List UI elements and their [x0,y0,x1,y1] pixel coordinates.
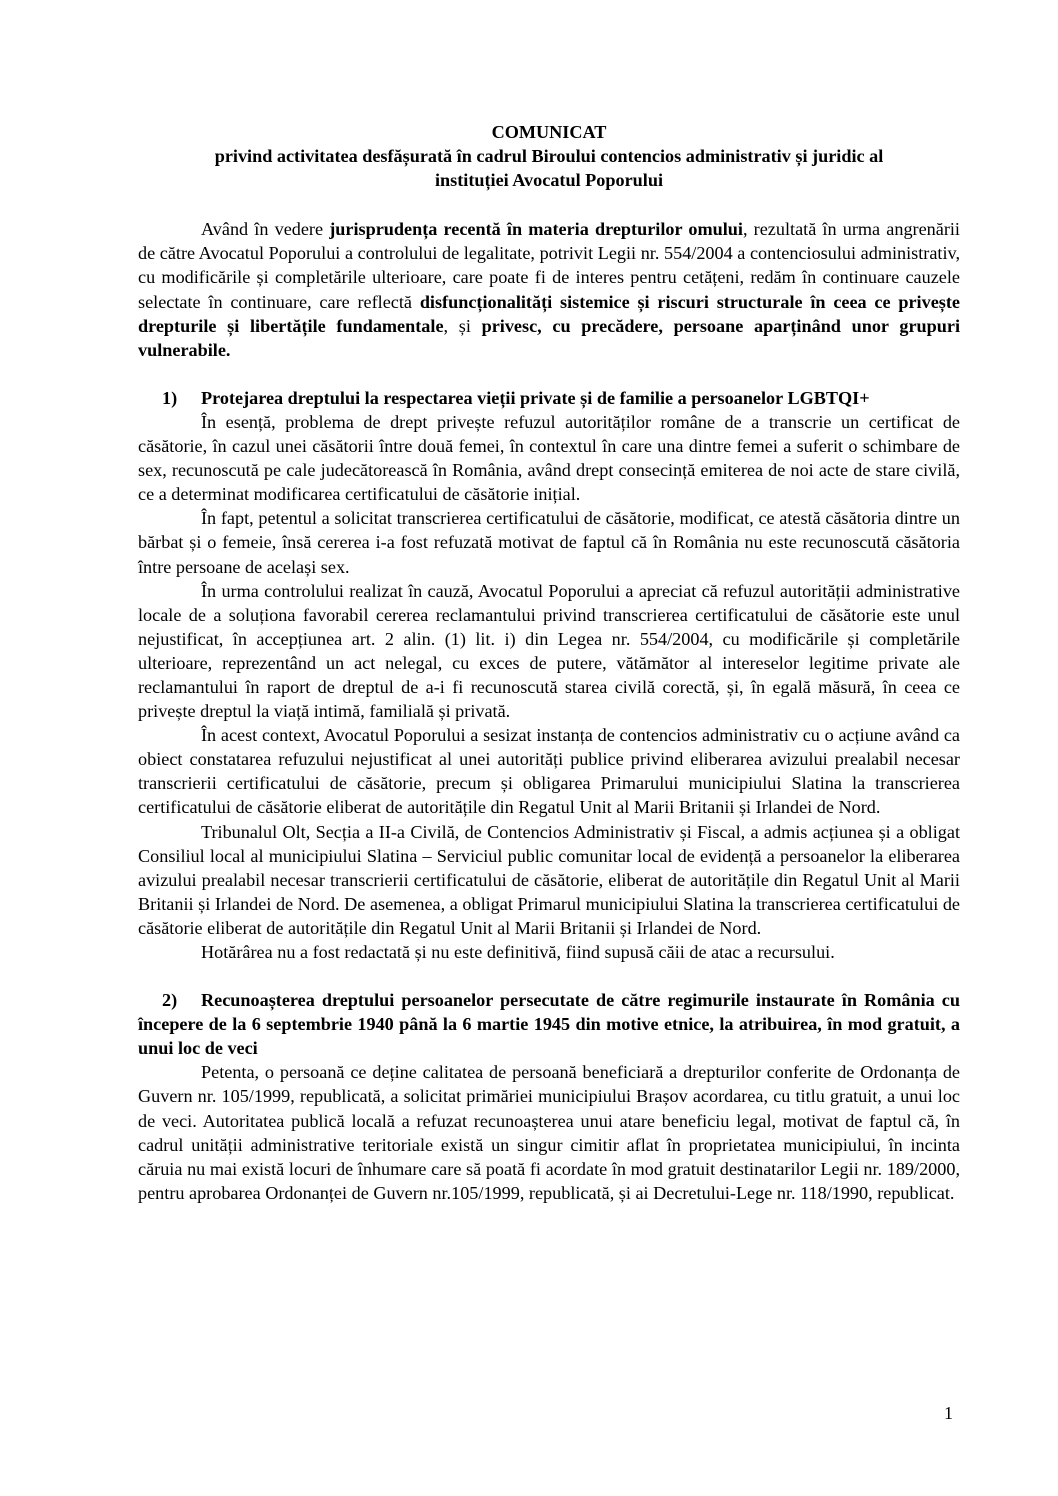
section1-number: 1) [162,387,178,408]
section2-heading-text: Recunoașterea dreptului persoanelor persecutate de către regimurile instaurate în România cu începere de la 6 septembrie 1940 până la 6 martie 1945 din motive etnice, la atribuirea, în mod gratuit, a unui loc de veci [138,990,960,1059]
intro-paragraph [138,217,960,362]
document-subtitle-line2: instituției Avocatul Poporului [434,170,664,191]
document-subtitle-line1: privind activitatea desfășurată în cadrul Biroului contencios administrativ și juridic al [214,146,884,167]
intro-bold-2: disfuncționalități sistemice și riscuri structurale în ceea ce privește drepturile și libertățile fundamentale [138,291,960,336]
section1-paragraph: În fapt, petentul a solicitat transcrierea certificatului de căsătorie, modificat, ce atestă căsătoria dintre un bărbat și o femeie, însă cererea i-a fost refuzată motivat de faptul că în România nu este recunoscută căsătoria între persoane de același sex. [138,508,960,577]
section1-paragraph: În urma controlului realizat în cauză, Avocatul Poporului a apreciat că refuzul autorității administrative locale de a soluționa favorabil cererea reclamantului privind transcrierea certificatului de căsătorie este unul nejustificat, în accepțiunea art. 2 alin. (1) lit. i) din Legea nr. 554/2004, cu modificările și completările ulterioare, reprezentând un act nelegal, cu exces de putere, vătămător al intereselor legitime private ale reclamantului în raport de dreptul de a-i fi recunoscută starea civilă corectă, și, în egală măsură, în ceea ce privește dreptul la viață intimă, familială și privată. [138,580,960,722]
section1-paragraph: Tribunalul Olt, Secția a II-a Civilă, de Contencios Administrativ și Fiscal, a admis acțiunea și a obligat Consiliul local al municipiului Slatina – Serviciul public comunitar local de evidență a persoanelor la eliberarea avizului prealabil necesar transcrierii certificatului de căsătorie, eliberat de autoritățile din Regatul Unit al Marii Britanii și Irlandei de Nord. De asemenea, a obligat Primarul municipiului Slatina la transcrierea certificatului de căsătorie eliberat de autoritățile din Regatul Unit al Marii Britanii și Irlandei de Nord. [138,821,960,938]
section1-paragraph: În esență, problema de drept privește refuzul autorităților române de a transcrie un certificat de căsătorie, în cazul unei căsătorii între două femei, în contextul în care una dintre femei a suferit o schimbare de sex, recunoscută pe cale judecătorească în România, având drept consecință emiterea de noi acte de stare civilă, ce a determinat modificarea certificatului de căsătorie inițial. [138,411,960,505]
section1-heading [138,386,960,410]
section2-heading [138,988,960,1060]
spacer [138,964,960,988]
document-title-block [138,120,960,192]
section1-paragraph: Hotărârea nu a fost redactată și nu este definitivă, fiind supusă căii de atac a recursului. [201,942,835,962]
section2-number: 2) [162,990,178,1011]
intro-bold-1: jurisprudența recentă în materia drepturilor omului [329,219,743,240]
section2-paragraph: Petenta, o persoană ce deține calitatea de persoană beneficiară a drepturilor conferite de Ordonanța de Guvern nr. 105/1999, republicată, a solicitat primăriei municipiului Brașov acordarea, cu titlu gratuit, a unui loc de veci. Autoritatea publică locală a refuzat recunoașterea unui atare beneficiu legal, motivat de faptul că, în cadrul unității administrative teritoriale există un singur cimitir aflat în proprietatea municipiului, în incinta căruia nu mai există locuri de înhumare care să poată fi acordate în mod gratuit destinatarilor Legii nr. 189/2000, pentru aprobarea Ordonanței de Guvern nr.105/1999, republicată, și ai Decretului-Lege nr. 118/1990, republicat. [138,1062,960,1203]
page-number: 1 [944,1403,953,1423]
section1-heading-text: Protejarea dreptului la respectarea vieții private și de familie a persoanelor LGBTQI+ [201,387,870,408]
section1-paragraph: În acest context, Avocatul Poporului a sesizat instanța de contencios administrativ cu o acțiune având ca obiect constatarea refuzului nejustificat al unei autorități publice privind eliberarea avizului prealabil necesar transcrierii certificatului de căsătorie, precum și obligarea Primarului municipiului Slatina la transcrierea certificatului de căsătorie eliberat de autoritățile din Regatul Unit al Marii Britanii și Irlandei de Nord. [138,725,960,818]
intro-text-3: , și [443,315,482,336]
spacer [138,362,960,386]
intro-text-1: Având în vedere [201,219,330,240]
document-page [138,120,960,1205]
spacer [138,192,960,217]
document-title: COMUNICAT [491,122,607,142]
intro-text-2: , rezultată în urma angrenării de către Avocatul Poporului a controlului de legalitate, potrivit Legii nr. 554/2004 a contenciosului administrativ, cu modificările și completările ulterioare, care poate fi de interes pentru cetățeni, redăm în continuare cauzele selectate în continuare, care reflectă [138,219,960,312]
intro-bold-3: privesc, cu precădere, persoane aparținând unor grupuri vulnerabile. [138,315,960,360]
